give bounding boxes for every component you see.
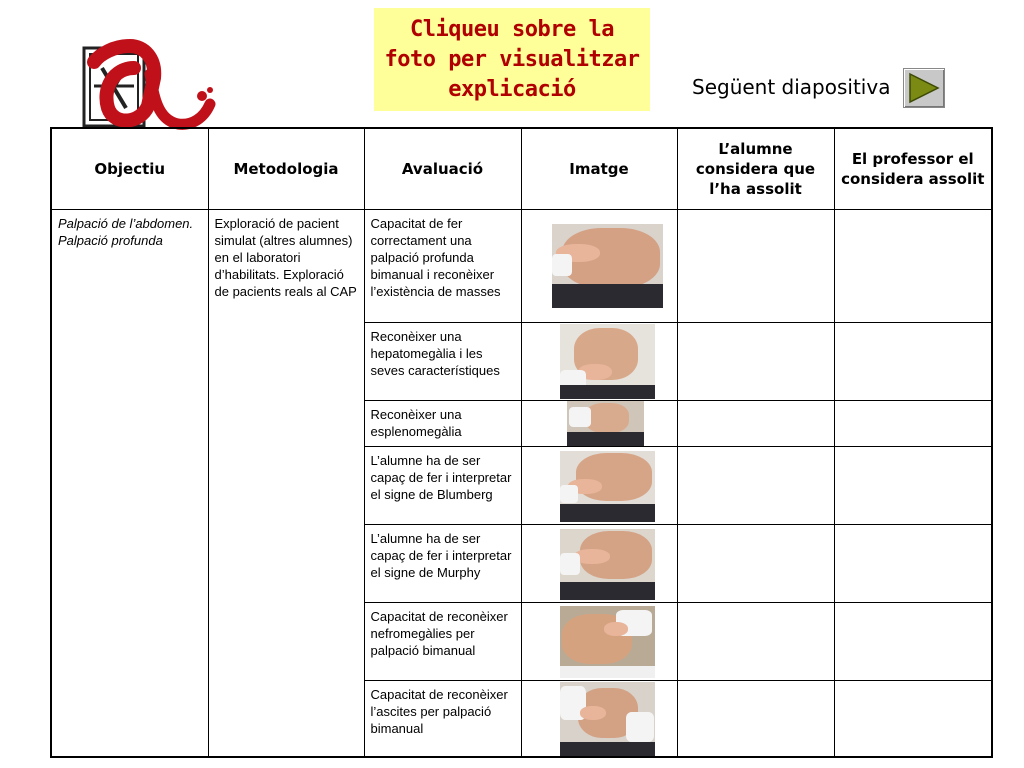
header-student-achieved: L’alumne considera que l’ha assolit: [677, 128, 834, 209]
evaluation-cell: L’alumne ha de ser capaç de fer i interpretar el signe de Murphy: [364, 524, 521, 602]
objective-cell: Palpació de l’abdomen. Palpació profunda: [51, 209, 208, 757]
teacher-check-cell[interactable]: [834, 680, 992, 757]
exam-photo-3[interactable]: [567, 401, 644, 446]
teacher-check-cell[interactable]: [834, 322, 992, 400]
table-row: [51, 209, 992, 322]
student-check-cell[interactable]: [677, 446, 834, 524]
image-cell[interactable]: [521, 400, 677, 446]
teacher-check-cell[interactable]: [834, 602, 992, 680]
header-image: Imatge: [521, 128, 677, 209]
exam-photo-1[interactable]: [552, 224, 663, 308]
student-check-cell[interactable]: [677, 209, 834, 322]
exam-photo-7[interactable]: [560, 682, 655, 756]
header-methodology: Metodologia: [208, 128, 364, 209]
header-evaluation: Avaluació: [364, 128, 521, 209]
teacher-check-cell[interactable]: [834, 209, 992, 322]
next-slide-button[interactable]: [903, 68, 945, 108]
student-check-cell[interactable]: [677, 400, 834, 446]
evaluation-cell: Capacitat de fer correctament una palpació profunda bimanual i reconèixer l’existència de masses: [364, 209, 521, 322]
image-cell[interactable]: [521, 322, 677, 400]
image-cell[interactable]: [521, 602, 677, 680]
header-objective: Objectiu: [51, 128, 208, 209]
image-cell[interactable]: [521, 446, 677, 524]
exam-photo-5[interactable]: [560, 529, 655, 600]
student-check-cell[interactable]: [677, 524, 834, 602]
image-cell[interactable]: [521, 680, 677, 757]
table-header-row: [51, 128, 992, 209]
university-logo: [74, 28, 216, 136]
image-cell[interactable]: [521, 524, 677, 602]
teacher-check-cell[interactable]: [834, 524, 992, 602]
instruction-line-1: Cliqueu sobre la: [410, 16, 614, 42]
exam-photo-4[interactable]: [560, 451, 655, 522]
student-check-cell[interactable]: [677, 322, 834, 400]
play-triangle-icon: [907, 72, 941, 104]
instruction-line-2: foto per visualitzar: [384, 46, 640, 72]
image-cell[interactable]: [521, 209, 677, 322]
exam-photo-6[interactable]: [560, 606, 655, 678]
evaluation-cell: Capacitat de reconèixer l’ascites per palpació bimanual: [364, 680, 521, 757]
next-slide-label[interactable]: Següent diapositiva: [692, 75, 891, 99]
exam-photo-2[interactable]: [560, 324, 655, 399]
methodology-cell: Exploració de pacient simulat (altres alumnes) en el laboratori d’habilitats. Exploració de pacients reals al CAP: [208, 209, 364, 757]
teacher-check-cell[interactable]: [834, 446, 992, 524]
evaluation-cell: Reconèixer una esplenomegàlia: [364, 400, 521, 446]
evaluation-cell: Capacitat de reconèixer nefromegàlies per palpació bimanual: [364, 602, 521, 680]
student-check-cell[interactable]: [677, 602, 834, 680]
instruction-line-3: explicació: [448, 76, 576, 102]
evaluation-cell: Reconèixer una hepatomegàlia i les seves característiques: [364, 322, 521, 400]
student-check-cell[interactable]: [677, 680, 834, 757]
header-teacher-achieved: El professor el considera assolit: [834, 128, 992, 209]
teacher-check-cell[interactable]: [834, 400, 992, 446]
objectives-table: [50, 127, 993, 758]
instruction-banner: [374, 8, 650, 111]
evaluation-cell: L’alumne ha de ser capaç de fer i interpretar el signe de Blumberg: [364, 446, 521, 524]
